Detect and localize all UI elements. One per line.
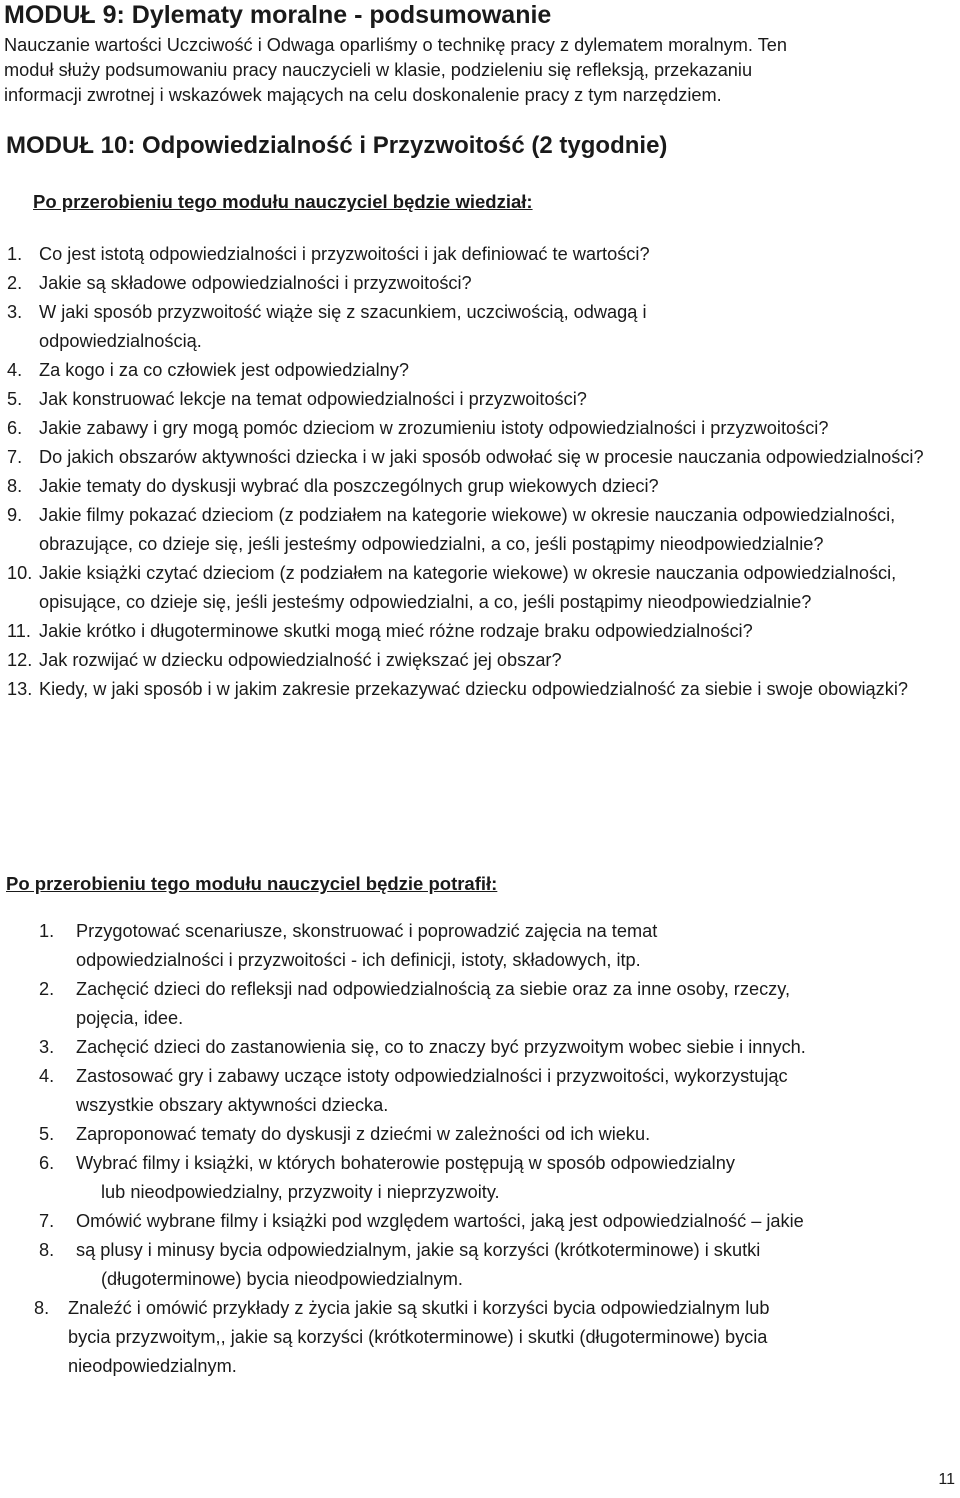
list-item bbox=[0, 443, 950, 472]
list-item-text bbox=[0, 1236, 958, 1294]
skills-heading: Po przerobieniu tego modułu nauczyciel będzie potrafił: bbox=[6, 873, 498, 894]
list-item-number: 5. bbox=[39, 1124, 55, 1144]
module-9-title: MODUŁ 9: Dylematy moralne - podsumowanie bbox=[4, 1, 552, 29]
list-item bbox=[0, 356, 950, 385]
list-item-text: Do jakich obszarów aktywności dziecka i w jaki sposób odwołać się w procesie nauczania odpowiedzialności? bbox=[39, 447, 924, 467]
list-item-number: 13. bbox=[7, 679, 33, 699]
list-item-number: 9. bbox=[7, 505, 23, 525]
list-item-text: Jak rozwijać w dziecku odpowiedzialność i zwiększać jej obszar? bbox=[39, 650, 562, 670]
list-item-line: Wybrać filmy i książki, w których bohaterowie postępują w sposób odpowiedzialny bbox=[76, 1153, 735, 1173]
list-item-text bbox=[0, 1207, 958, 1236]
list-item-number: 8. bbox=[39, 1240, 55, 1260]
list-item bbox=[0, 1236, 958, 1294]
knowledge-list bbox=[0, 240, 950, 704]
list-item bbox=[0, 240, 950, 269]
list-item-line: Przygotować scenariusze, skonstruować i poprowadzić zajęcia na temat bbox=[76, 921, 658, 941]
list-item-number: 1. bbox=[39, 921, 55, 941]
skills-list bbox=[0, 917, 958, 1381]
list-item bbox=[0, 1294, 958, 1381]
list-item-line: nieodpowiedzialnym. bbox=[68, 1356, 237, 1376]
list-item-number: 6. bbox=[39, 1153, 55, 1173]
module-9-line: informacji zwrotnej i wskazówek mających na celu doskonalenie pracy z tym narzędziem. bbox=[4, 85, 722, 105]
list-item bbox=[0, 1120, 958, 1149]
list-item-text: Jakie zabawy i gry mogą pomóc dzieciom w zrozumieniu istoty odpowiedzialności i przyzwoitości? bbox=[39, 418, 829, 438]
list-item-number: 8. bbox=[7, 476, 23, 496]
list-item-number: 2. bbox=[7, 273, 23, 293]
list-item-text bbox=[0, 1120, 958, 1149]
list-item bbox=[0, 559, 950, 617]
list-item-text: Jakie filmy pokazać dzieciom (z podziałem na kategorie wiekowe) w okresie nauczania odpowiedzialności, obrazujące, co dzieje się, jeśli jesteśmy odpowiedzialni, a co, jeśli postąpimy nieodpowiedzialnie? bbox=[39, 505, 896, 554]
list-item-text: Jakie krótko i długoterminowe skutki mogą mieć różne rodzaje braku odpowiedzialności? bbox=[39, 621, 753, 641]
list-item-number: 4. bbox=[7, 360, 23, 380]
list-item bbox=[0, 675, 950, 704]
list-item bbox=[0, 269, 950, 298]
list-item-number: 7. bbox=[39, 1211, 55, 1231]
list-item bbox=[0, 1207, 958, 1236]
module-9-line: Nauczanie wartości Uczciwość i Odwaga oparliśmy o technikę pracy z dylematem moralnym. Ten bbox=[4, 35, 788, 55]
list-item-number: 6. bbox=[7, 418, 23, 438]
list-item-text: Co jest istotą odpowiedzialności i przyzwoitości i jak definiować te wartości? bbox=[39, 244, 650, 264]
list-item-text: Kiedy, w jaki sposób i w jakim zakresie przekazywać dziecku odpowiedzialność za siebie i swoje obowiązki? bbox=[39, 679, 909, 699]
list-item-number: 2. bbox=[39, 979, 55, 999]
list-item-line: są plusy i minusy bycia odpowiedzialnym, jakie są korzyści (krótkoterminowe) i skutki bbox=[76, 1240, 761, 1260]
module-9-line: moduł służy podsumowaniu pracy nauczycieli w klasie, podzieleniu się refleksją, przekazaniu bbox=[4, 60, 753, 80]
list-item bbox=[0, 1062, 958, 1120]
list-item-line: Omówić wybrane filmy i książki pod względem wartości, jaką jest odpowiedzialność – jakie bbox=[76, 1211, 804, 1231]
list-item-number: 1. bbox=[7, 244, 23, 264]
list-item-text bbox=[0, 1033, 958, 1062]
list-item-text: Jakie są składowe odpowiedzialności i przyzwoitości? bbox=[39, 273, 472, 293]
list-item bbox=[0, 501, 950, 559]
list-item-text: Jakie książki czytać dzieciom (z podziałem na kategorie wiekowe) w okresie nauczania odpowiedzialności, opisujące, co dzieje się, jeśli jesteśmy odpowiedzialni, a co, jeśli postąpimy nieodpowiedzialnie? bbox=[39, 563, 897, 612]
list-item-line: Zastosować gry i zabawy uczące istoty odpowiedzialności i przyzwoitości, wykorzystując bbox=[76, 1066, 788, 1086]
list-item-number: 7. bbox=[7, 447, 23, 467]
list-item-line: lub nieodpowiedzialny, przyzwoity i nieprzyzwoity. bbox=[101, 1182, 500, 1202]
list-item bbox=[0, 646, 950, 675]
list-item-line: pojęcia, idee. bbox=[76, 1008, 184, 1028]
list-item bbox=[0, 472, 950, 501]
module-10-title: MODUŁ 10: Odpowiedzialność i Przyzwoitość (2 tygodnie) bbox=[6, 132, 668, 159]
list-item bbox=[0, 1149, 958, 1207]
list-item-text bbox=[0, 917, 958, 975]
list-item-number: 12. bbox=[7, 650, 33, 670]
list-item bbox=[0, 975, 958, 1033]
list-item-text bbox=[0, 1294, 958, 1381]
list-item-line: Zaproponować tematy do dyskusji z dziećmi w zależności od ich wieku. bbox=[76, 1124, 651, 1144]
list-item-text: Jakie tematy do dyskusji wybrać dla poszczególnych grup wiekowych dzieci? bbox=[39, 476, 659, 496]
list-item-text: W jaki sposób przyzwoitość wiąże się z szacunkiem, uczciwością, odwagą i odpowiedzialnością. bbox=[39, 302, 647, 351]
list-item bbox=[0, 298, 950, 356]
list-item bbox=[0, 617, 950, 646]
list-item-line: Zachęcić dzieci do refleksji nad odpowiedzialnością za siebie oraz za inne osoby, rzeczy, bbox=[76, 979, 791, 999]
list-item bbox=[0, 385, 950, 414]
list-item-number: 11. bbox=[7, 621, 31, 641]
list-item-number: 3. bbox=[39, 1037, 55, 1057]
list-item-line: odpowiedzialności i przyzwoitości - ich definicji, istoty, składowych, itp. bbox=[76, 950, 641, 970]
list-item-text bbox=[0, 1062, 958, 1120]
list-item-line: (długoterminowe) bycia nieodpowiedzialnym. bbox=[101, 1269, 463, 1289]
list-item-number: 5. bbox=[7, 389, 23, 409]
list-item bbox=[0, 414, 950, 443]
page-number: 11 bbox=[938, 1471, 955, 1488]
list-item-line: wszystkie obszary aktywności dziecka. bbox=[76, 1095, 389, 1115]
module-9-description bbox=[4, 33, 956, 108]
list-item-number: 8. bbox=[34, 1298, 50, 1318]
knowledge-heading: Po przerobieniu tego modułu nauczyciel będzie wiedział: bbox=[33, 191, 533, 212]
list-item-number: 3. bbox=[7, 302, 23, 322]
list-item-text bbox=[0, 975, 958, 1033]
list-item-line: Znaleźć i omówić przykłady z życia jakie są skutki i korzyści bycia odpowiedzialnym lub bbox=[68, 1298, 770, 1318]
list-item-text bbox=[0, 1149, 958, 1207]
list-item-text: Za kogo i za co człowiek jest odpowiedzialny? bbox=[39, 360, 410, 380]
list-item-line: bycia przyzwoitym,, jakie są korzyści (krótkoterminowe) i skutki (długoterminowe) bycia bbox=[68, 1327, 768, 1347]
list-item-number: 10. bbox=[7, 563, 33, 583]
list-item-text: Jak konstruować lekcje na temat odpowiedzialności i przyzwoitości? bbox=[39, 389, 587, 409]
list-item bbox=[0, 1033, 958, 1062]
list-item-number: 4. bbox=[39, 1066, 55, 1086]
list-item-line: Zachęcić dzieci do zastanowienia się, co to znaczy być przyzwoitym wobec siebie i innych. bbox=[76, 1037, 806, 1057]
list-item bbox=[0, 917, 958, 975]
